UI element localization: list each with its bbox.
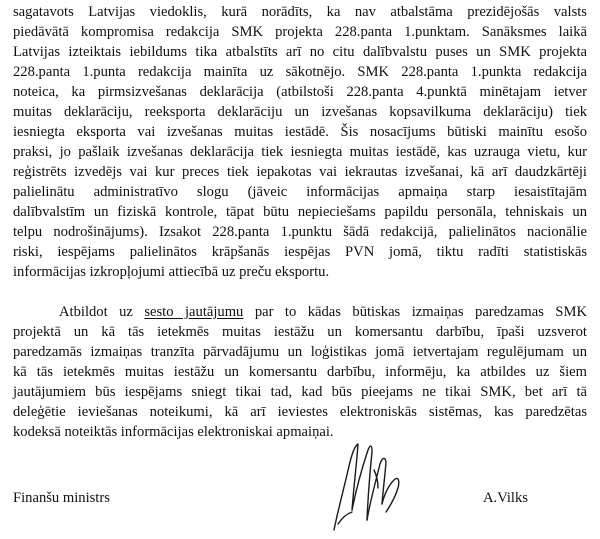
paragraph-line: telpu nodrošinājums). Izsakot 228.panta 1.punktu šādā redakcijā, palielinātos nacionālie	[13, 224, 587, 240]
paragraph-line: iesniegta eksporta vai izvešanas muitas iestādē. Šis nosacījums būtiski mainītu esošo	[13, 124, 587, 140]
paragraph-line: palielinātu administratīvo slogu (jāveic informācijas apmaiņa starp iesaistītajām	[13, 184, 587, 200]
text-segment: par to kādas būtiskas izmaiņas paredzamas SMK	[243, 304, 587, 320]
text-segment: Atbildot uz	[59, 304, 145, 320]
paragraph-line: 228.panta 1.punta redakcija mainīta uz sākotnējo. SMK 228.panta 1.punkta redakcija	[13, 64, 587, 80]
paragraph-line: kā tās ietekmēs muitas iestāžu un komersantu darbību, informēju, ka atbildes uz šiem	[13, 364, 587, 380]
paragraph-line: riski, iespējams palielinātos krāpšanās iespējas PVN jomā, tiktu radīti statistiskās	[13, 244, 587, 260]
paragraph-line: dalībvalstīm un fiziskā kontrole, tāpat būtu nepieciešams papildu personāla, tehniskais un	[13, 204, 587, 220]
signatory-title: Finanšu ministrs	[13, 490, 110, 506]
paragraph-line: Latvijas izteiktais iebildums tika atbalstīts arī no citu dalībvalstu puses un SMK projekta	[13, 44, 587, 60]
signatory-name: A.Vilks	[483, 490, 528, 506]
paragraph-line: jautājumiem būs iespējams sniegt tikai tad, kad būs pieejams ne tikai SMK, bet arī tā	[13, 384, 587, 400]
paragraph-line: noteica, ka pirmsizvešanas deklarācija (atbilstoši 228.panta 4.punktā minētajam ietver	[13, 84, 587, 100]
paragraph-line: sagatavots Latvijas viedoklis, kurā norādīts, ka nav atbalstāma prezidējošās valsts	[13, 4, 587, 20]
underlined-reference: sesto jautājumu	[144, 304, 244, 320]
paragraph-line: paredzamās izmaiņas tranzīta pārvadājumu un loģistikas jomā ietvertajam regulējumam un	[13, 344, 587, 360]
signature-image	[328, 440, 404, 535]
paragraph-line: reģistrēts izvedējs vai kur preces tiek iepakotas vai iekrautas izvešanai, kā arī daudzkārtēji	[13, 164, 587, 180]
paragraph-line: informācijas izkropļojumi attiecībā uz preču eksportu.	[13, 264, 330, 280]
paragraph-line: piedāvātā kompromisa redakcija SMK projekta 228.panta 1.punktam. Sanāksmes laikā	[13, 24, 587, 40]
paragraph-line: deleģētie ieviešanas noteikumi, kā arī ieviestes elektroniskās sistēmas, kas paredzētas	[13, 404, 587, 420]
paragraph-line: projektā un kā tās ietekmēs muitas iestāžu un komersantu darbību, īpaši uzsverot	[13, 324, 587, 340]
paragraph-line: kodeksā noteiktās informācijas elektroniskai apmaiņai.	[13, 424, 334, 440]
paragraph-line: muitas deklarāciju, reeksporta deklarāciju un izvešanas kopsavilkuma deklarāciju) tiek	[13, 104, 587, 120]
paragraph-first-line	[59, 302, 587, 322]
paragraph-line: praksi, jo pašlaik izvešanas deklarācija tiek iesniegta muitas iestādē, kas uzrauga vietu, kur	[13, 144, 587, 160]
